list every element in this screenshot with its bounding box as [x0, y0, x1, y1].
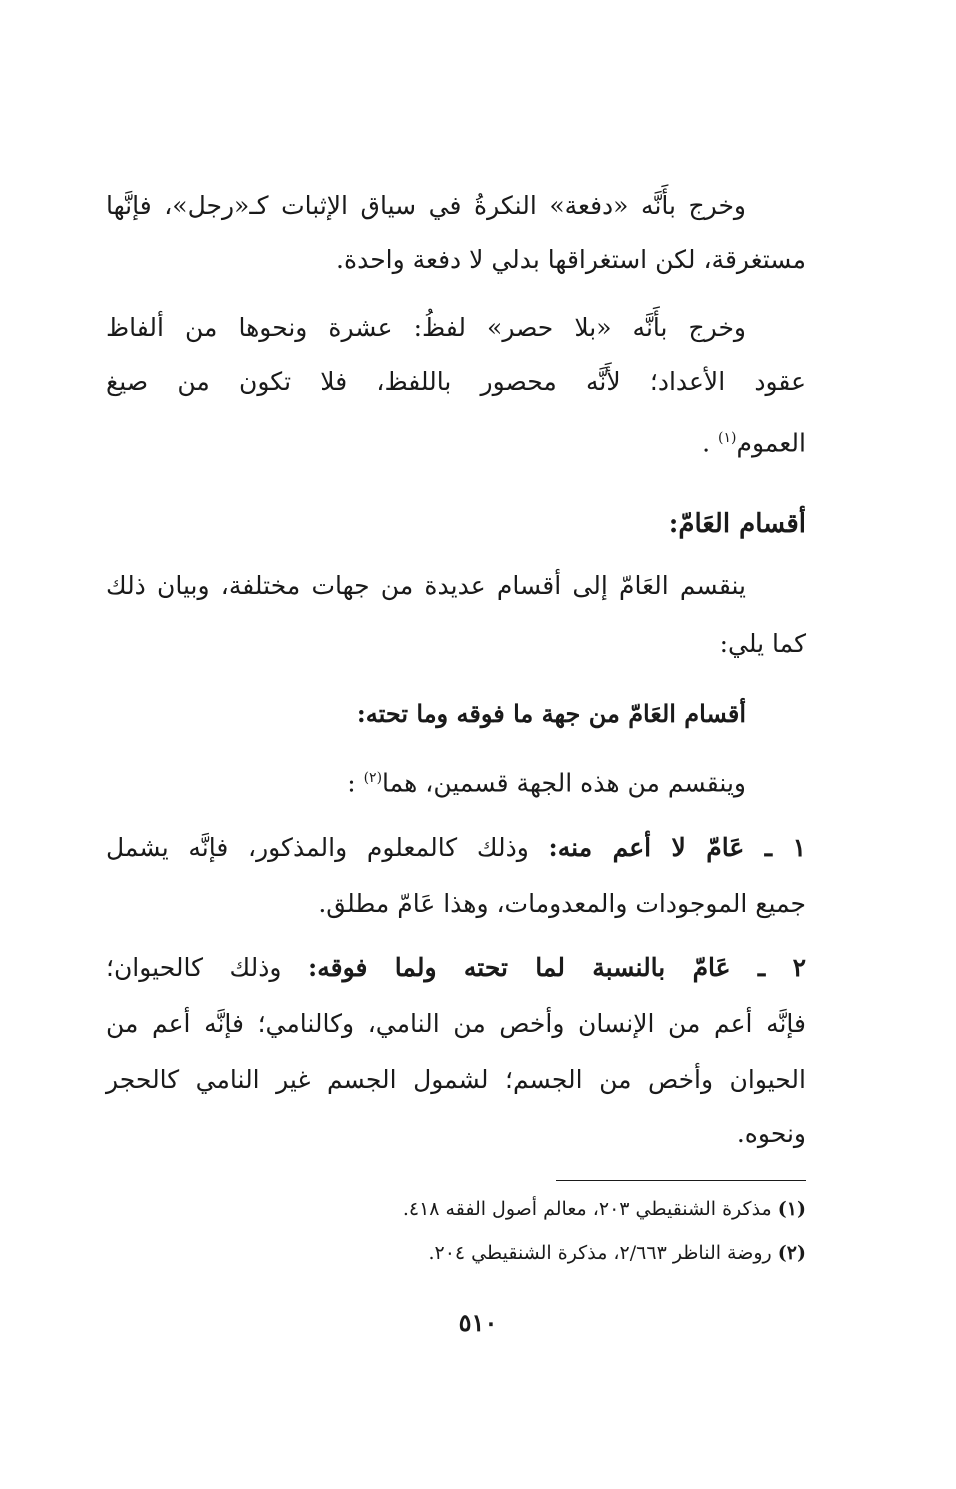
list-item-2-line-1: ٢ ـ عَامّ بالنسبة لما تحته ولما فوقه: وذلك كالحيوان؛	[106, 953, 807, 982]
section-heading: أقسام العَامّ:	[668, 509, 806, 539]
list-item-1-line-2: جميع الموجودات والمعدومات، وهذا عَامّ مطلق.	[318, 889, 806, 918]
footnote-divider	[556, 1180, 806, 1181]
list-item-2-line-2: فإنَّه أعم من الإنسان وأخص من النامي، وكالنامي؛ فإنَّه أعم من	[106, 1009, 806, 1038]
paragraph-1-line-2: مستغرقة، لكن استغراقها بدلي لا دفعة واحدة.	[336, 245, 806, 274]
paragraph-2-line-2: عقود الأعداد؛ لأَنَّه محصور باللفظ، فلا تكون من صيغ	[106, 367, 806, 396]
paragraph-4: وينقسم من هذه الجهة قسمين، هما$^{(٢)}$ :	[347, 768, 746, 798]
footnote-1	[106, 1194, 806, 1224]
footnote-ref-1[interactable]: (١)	[718, 430, 737, 446]
footnote-2-number: (٢)	[777, 1242, 806, 1264]
footnote-1-text: مذكرة الشنقيطي ٢٠٣، معالم أصول الفقه ٤١٨.	[402, 1198, 772, 1220]
paragraph-3-line-1: ينقسم العَامّ إلى أقسام عديدة من جهات مختلفة، وبيان ذلك	[106, 571, 746, 600]
list-item-1-title: ١ ـ عَامّ لا أعم منه:	[548, 833, 807, 862]
list-item-1-line-1: ١ ـ عَامّ لا أعم منه: وذلك كالمعلوم والمذكور، فإنَّه يشمل	[106, 833, 807, 862]
paragraph-2-line-3: العموم$^{(١)}$ .	[702, 428, 806, 458]
footnote-1-number: (١)	[777, 1198, 806, 1220]
list-item-2-line-4: ونحوه.	[736, 1119, 806, 1148]
footnote-ref-2[interactable]: (٢)	[363, 770, 383, 786]
paragraph-3-line-2: كما يلي:	[719, 629, 806, 658]
list-item-2-title: ٢ ـ عَامّ بالنسبة لما تحته ولما فوقه:	[308, 953, 807, 982]
page-number: ٥١٠	[458, 1308, 498, 1337]
subsection-heading: أقسام العَامّ من جهة ما فوقه وما تحته:	[356, 699, 746, 728]
paragraph-2-line-1: وخرج بأَنَّه «بلا حصر» لفظُ: عشرة ونحوها من ألفاظ	[106, 313, 746, 342]
footnote-2	[106, 1238, 806, 1268]
footnote-2-text: روضة الناظر ٢/٦٦٣، مذكرة الشنقيطي ٢٠٤.	[428, 1242, 772, 1264]
list-item-2-line-3: الحيوان وأخص من الجسم؛ لشمول الجسم غير النامي كالحجر	[106, 1065, 806, 1094]
paragraph-1-line-1: وخرج بأَنَّه «دفعة» النكرةُ في سياق الإثبات كـ«رجل»، فإنَّها	[106, 191, 746, 220]
